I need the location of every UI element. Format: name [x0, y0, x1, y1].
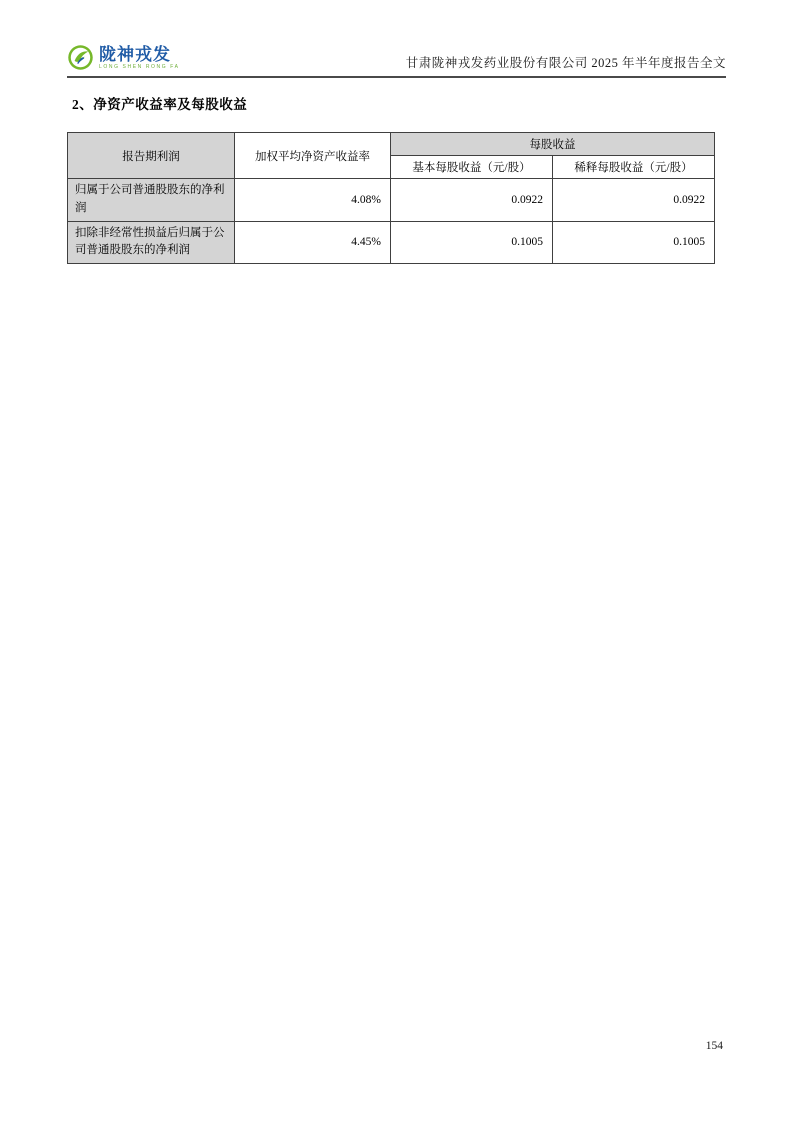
logo-text: [99, 46, 180, 70]
logo-name-en: LONG SHEN RONG FA: [99, 63, 180, 70]
header-report-period-profit: 报告期利润: [68, 133, 235, 179]
document-title: 甘肃陇神戎发药业股份有限公司 2025 年半年度报告全文: [405, 56, 726, 70]
value-diluted-eps-net-profit: 0.0922: [553, 179, 715, 222]
page-number: 154: [705, 1040, 723, 1052]
header-eps-group: 每股收益: [391, 133, 715, 156]
company-logo: [67, 44, 180, 71]
table-header: [68, 133, 715, 179]
page-header: [67, 42, 726, 78]
value-basic-eps-net-profit: 0.0922: [391, 179, 553, 222]
table-row: [68, 179, 715, 222]
value-roe-excl-nonrecurring: 4.45%: [235, 221, 391, 264]
header-basic-eps: 基本每股收益（元/股）: [391, 156, 553, 179]
value-roe-net-profit: 4.08%: [235, 179, 391, 222]
section-heading: 2、净资产收益率及每股收益: [72, 97, 248, 112]
header-weighted-avg-roe: 加权平均净资产收益率: [235, 133, 391, 179]
row-label-net-profit: 归属于公司普通股股东的净利润: [68, 179, 235, 222]
logo-icon: [67, 44, 94, 71]
table-row: [68, 221, 715, 264]
logo-name-cn: 陇神戎发: [99, 44, 171, 64]
value-basic-eps-excl-nonrecurring: 0.1005: [391, 221, 553, 264]
roe-eps-table: [67, 132, 715, 264]
header-diluted-eps: 稀释每股收益（元/股）: [553, 156, 715, 179]
value-diluted-eps-excl-nonrecurring: 0.1005: [553, 221, 715, 264]
row-label-net-profit-excl-nonrecurring: 扣除非经常性损益后归属于公司普通股股东的净利润: [68, 221, 235, 264]
